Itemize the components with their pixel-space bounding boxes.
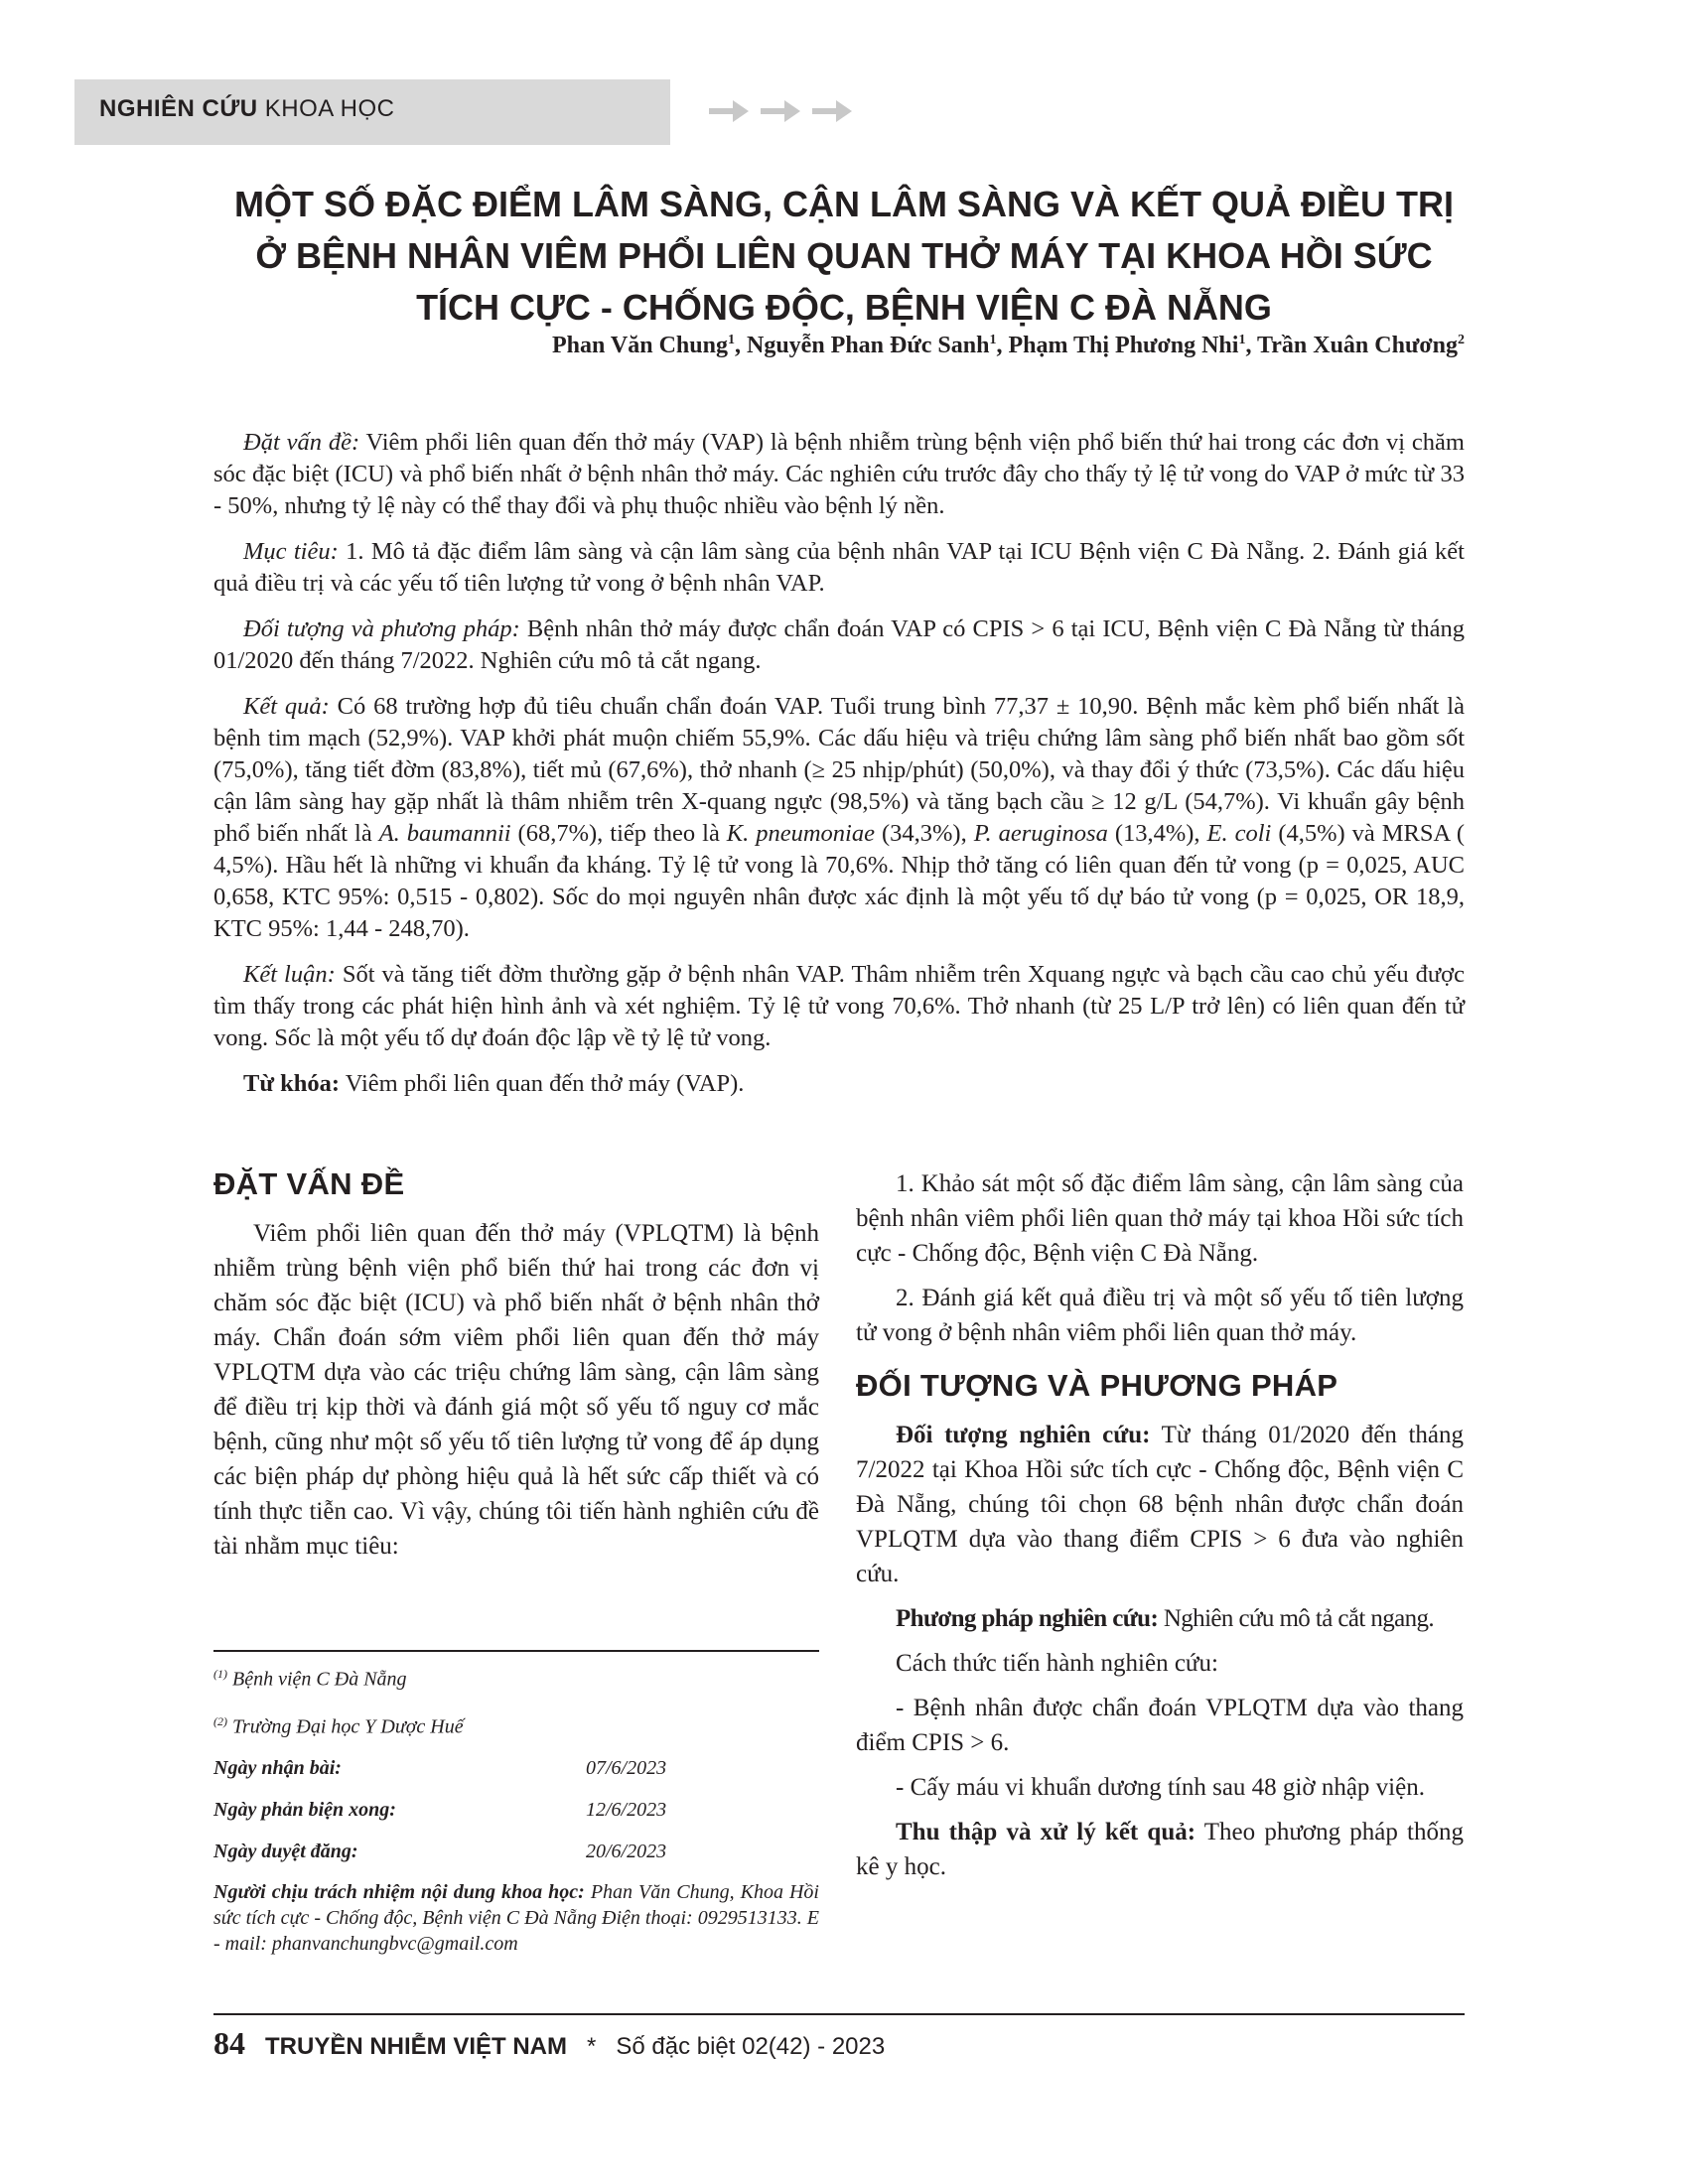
author-list bbox=[552, 333, 1465, 359]
abstract-results bbox=[213, 691, 1465, 945]
affil-sup: (1) bbox=[213, 1667, 227, 1681]
abstract-text: (4,5%) và MRSA ( 4,5%). Hầu hết là những vi khuẩn đa kháng. Tỷ lệ tử vong là 70,6%. Nhịp thở tăng có liên quan đến tử vong (p = 0,025, AUC 0,658, KTC 95%: 0,515 - 0,802). Sốc do mọi nguyên nhân được xác định là một yếu tố dự báo tử vong (p = 0,025, OR 18,9, KTC 95%: 1,44 - 248,70). bbox=[213, 820, 1465, 942]
author-name: Nguyễn Phan Đức Sanh bbox=[746, 333, 990, 358]
title-line-3: TÍCH CỰC - CHỐNG ĐỘC, BỆNH VIỆN C ĐÀ NẴNG bbox=[416, 287, 1272, 328]
affiliation-2 bbox=[213, 1707, 819, 1741]
design-text: Nghiên cứu mô tả cắt ngang. bbox=[1158, 1605, 1435, 1632]
separator-star: * bbox=[587, 2033, 597, 2060]
right-column bbox=[856, 1166, 1464, 1894]
author-name: Phạm Thị Phương Nhi bbox=[1008, 333, 1239, 358]
analysis-label: Thu thập và xử lý kết quả: bbox=[896, 1819, 1196, 1845]
abstract-text: Sốt và tăng tiết đờm thường gặp ở bệnh nhân VAP. Thâm nhiễm trên Xquang ngực và bạch cầu cao chủ yếu được tìm thấy trong các phát hiện hình ảnh và xét nghiệm. Tỷ lệ tử vong 70,6%. Thở nhanh (từ 25 L/P trở lên) có liên quan đến tử vong. Sốc là một yếu tố dự đoán độc lập về tỷ lệ tử vong. bbox=[213, 961, 1465, 1051]
organism-name: A. baumannii bbox=[378, 820, 511, 847]
organism-name: E. coli bbox=[1206, 820, 1272, 847]
organism-name: P. aeruginosa bbox=[973, 820, 1108, 847]
abstract-background bbox=[213, 427, 1465, 522]
reviewed-label: Ngày phản biện xong: bbox=[213, 1799, 396, 1822]
abstract-text: 1. Mô tả đặc điểm lâm sàng và cận lâm sàng của bệnh nhân VAP tại ICU Bệnh viện C Đà Nẵng. 2. Đánh giá kết quả điều trị và các yếu tố tiên lượng tử vong ở bệnh nhân VAP. bbox=[213, 538, 1465, 597]
affiliation-block bbox=[213, 1650, 819, 1957]
methods-analysis bbox=[856, 1815, 1464, 1884]
received-date: 07/6/2023 bbox=[586, 1757, 667, 1780]
methods-heading: ĐỐI TƯỢNG VÀ PHƯƠNG PHÁP bbox=[856, 1368, 1338, 1403]
page-number: 84 bbox=[213, 2025, 245, 2061]
page-footer bbox=[213, 2025, 885, 2062]
objective-item-2: 2. Đánh giá kết quả điều trị và một số yếu tố tiên lượng tử vong ở bệnh nhân viêm phổi liên quan thở máy. bbox=[856, 1285, 1464, 1346]
procedure-item-2: - Cấy máu vi khuẩn dương tính sau 48 giờ nhập viện. bbox=[896, 1774, 1425, 1801]
affiliation-1 bbox=[213, 1660, 819, 1694]
abstract-label: Kết luận: bbox=[243, 961, 336, 988]
section-header-label bbox=[99, 95, 394, 123]
accepted-label: Ngày duyệt đăng: bbox=[213, 1841, 358, 1863]
section-header-rest: KHOA HỌC bbox=[257, 95, 395, 122]
abstract-text: Bệnh nhân thở máy được chẩn đoán VAP có CPIS > 6 tại ICU, Bệnh viện C Đà Nẵng từ tháng 01/2020 đến tháng 7/2022. Nghiên cứu mô tả cắt ngang. bbox=[213, 615, 1466, 674]
journal-name: TRUYỀN NHIỄM VIỆT NAM bbox=[265, 2033, 568, 2060]
accepted-date: 20/6/2023 bbox=[586, 1841, 667, 1863]
footer-rule bbox=[213, 2013, 1465, 2015]
header-arrows bbox=[707, 96, 854, 126]
abstract-text: (68,7%), tiếp theo là bbox=[510, 820, 727, 847]
author-separator: , bbox=[996, 333, 1009, 358]
abstract-label: Kết quả: bbox=[243, 693, 330, 720]
title-line-2: Ở BỆNH NHÂN VIÊM PHỔI LIÊN QUAN THỞ MÁY TẠI KHOA HỒI SỨC bbox=[255, 235, 1433, 276]
organism-name: K. pneumoniae bbox=[726, 820, 875, 847]
accepted-date-row bbox=[213, 1838, 819, 1865]
abstract bbox=[213, 427, 1465, 1114]
responsible-author bbox=[213, 1879, 819, 1957]
abstract-text: (34,3%), bbox=[875, 820, 974, 847]
received-label: Ngày nhận bài: bbox=[213, 1757, 342, 1780]
objective-item-1: 1. Khảo sát một số đặc điểm lâm sàng, cận lâm sàng của bệnh nhân viêm phổi liên quan thở máy tại khoa Hồi sức tích cực - Chống độc, Bệnh viện C Đà Nẵng. bbox=[856, 1170, 1464, 1267]
reviewed-date: 12/6/2023 bbox=[586, 1799, 667, 1822]
abstract-text: Có 68 trường hợp đủ tiêu chuẩn chẩn đoán VAP. Tuổi trung bình 77,37 ± 10,90. Bệnh mắc kèm phổ biến nhất là bệnh tim mạch (52,9%). VAP khởi phát muộn chiếm 55,9%. Các dấu hiệu và triệu chứng lâm sàng phổ biến nhất bao gồm sốt (75,0%), tăng tiết đờm (83,8%), tiết mủ (67,6%), thở nhanh (≥ 25 nhịp/phút) (50,0%), và thay đổi ý thức (73,5%). Các dấu hiệu cận lâm sàng hay gặp nhất là thâm nhiễm trên X-quang ngực (98,5%) và tăng bạch cầu ≥ 12 g/L (54,7%). Vi khuẩn gây bệnh phổ biến nhất là bbox=[213, 693, 1465, 847]
procedure-intro: Cách thức tiến hành nghiên cứu: bbox=[896, 1650, 1218, 1677]
subjects-label: Đối tượng nghiên cứu: bbox=[896, 1422, 1151, 1448]
section-header-bold: NGHIÊN CỨU bbox=[99, 95, 258, 122]
methods-design bbox=[856, 1601, 1464, 1636]
author-name: Trần Xuân Chương bbox=[1257, 333, 1458, 358]
design-label: Phương pháp nghiên cứu: bbox=[896, 1605, 1159, 1632]
responsible-text: Phan Văn Chung, Khoa Hồi sức tích cực - Chống độc, Bệnh viện C Đà Nẵng Điện thoại: 0929513133. E - mail: phanvanchungbvc@gmail.com bbox=[213, 1881, 819, 1956]
author-affil-sup: 1 bbox=[1238, 333, 1246, 347]
analysis-text: Theo phương pháp thống kê y học. bbox=[856, 1819, 1464, 1880]
affil-sup: (2) bbox=[213, 1713, 227, 1728]
author-affil-sup: 1 bbox=[989, 333, 997, 347]
abstract-text: (13,4%), bbox=[1107, 820, 1207, 847]
arrow-right-icon bbox=[759, 96, 802, 126]
intro-heading: ĐẶT VẤN ĐỀ bbox=[213, 1166, 405, 1201]
left-column bbox=[213, 1166, 819, 1573]
author-separator: , bbox=[734, 333, 747, 358]
author-separator: , bbox=[1245, 333, 1258, 358]
abstract-objective bbox=[213, 536, 1465, 600]
arrow-right-icon bbox=[810, 96, 854, 126]
abstract-methods bbox=[213, 614, 1465, 677]
reviewed-date-row bbox=[213, 1796, 819, 1824]
abstract-text: Viêm phổi liên quan đến thở máy (VAP) là bệnh nhiễm trùng bệnh viện phổ biến thứ hai trong các đơn vị chăm sóc đặc biệt (ICU) và phổ biến nhất ở bệnh nhân thở máy. Các nghiên cứu trước đây cho thấy tỷ lệ tử vong do VAP ở mức từ 33 - 50%, nhưng tỷ lệ này có thể thay đổi và phụ thuộc nhiều vào bệnh lý nền. bbox=[213, 429, 1465, 519]
received-date-row bbox=[213, 1754, 819, 1782]
author-affil-sup: 2 bbox=[1458, 333, 1465, 347]
keywords-label: Từ khóa: bbox=[243, 1070, 341, 1097]
article-title bbox=[179, 179, 1509, 334]
issue-info: Số đặc biệt 02(42) - 2023 bbox=[616, 2033, 886, 2060]
abstract-conclusion bbox=[213, 959, 1465, 1054]
affil-text: Trường Đại học Y Dược Huế bbox=[227, 1715, 464, 1738]
abstract-label: Mục tiêu: bbox=[243, 538, 339, 565]
abstract-label: Đặt vấn đề: bbox=[243, 429, 360, 456]
arrow-right-icon bbox=[707, 96, 751, 126]
procedure-item-1: - Bệnh nhân được chẩn đoán VPLQTM dựa vào thang điểm CPIS > 6. bbox=[856, 1695, 1464, 1756]
affil-text: Bệnh viện C Đà Nẵng bbox=[227, 1668, 407, 1691]
title-line-1: MỘT SỐ ĐẶC ĐIỂM LÂM SÀNG, CẬN LÂM SÀNG VÀ KẾT QUẢ ĐIỀU TRỊ bbox=[234, 184, 1454, 224]
intro-paragraph: Viêm phổi liên quan đến thở máy (VPLQTM) là bệnh nhiễm trùng bệnh viện phổ biến thứ hai trong các đơn vị chăm sóc đặc biệt (ICU) và phổ biến nhất ở bệnh nhân thở máy. Chẩn đoán sớm viêm phổi liên quan đến thở máy VPLQTM dựa vào các triệu chứng lâm sàng, cận lâm sàng để điều trị kịp thời và đánh giá một số yếu tố nguy cơ mắc bệnh, cũng như một số yếu tố tiên lượng tử vong để áp dụng các biện pháp dự phòng hiệu quả là hết sức cấp thiết và có tính thực tiễn cao. Vì vậy, chúng tôi tiến hành nghiên cứu đề tài nhằm mục tiêu: bbox=[213, 1220, 819, 1560]
methods-subjects bbox=[856, 1418, 1464, 1591]
author-name: Phan Văn Chung bbox=[552, 333, 728, 358]
author-affil-sup: 1 bbox=[727, 333, 735, 347]
responsible-label: Người chịu trách nhiệm nội dung khoa học: bbox=[213, 1881, 585, 1904]
abstract-label: Đối tượng và phương pháp: bbox=[243, 615, 520, 642]
keywords-text: Viêm phổi liên quan đến thở máy (VAP). bbox=[340, 1070, 745, 1097]
subjects-text: Từ tháng 01/2020 đến tháng 7/2022 tại Khoa Hồi sức tích cực - Chống độc, Bệnh viện C Đà Nẵng, chúng tôi chọn 68 bệnh nhân được chẩn đoán VPLQTM dựa vào thang điểm CPIS > 6 đưa vào nghiên cứu. bbox=[856, 1422, 1465, 1587]
abstract-keywords bbox=[213, 1068, 1465, 1100]
